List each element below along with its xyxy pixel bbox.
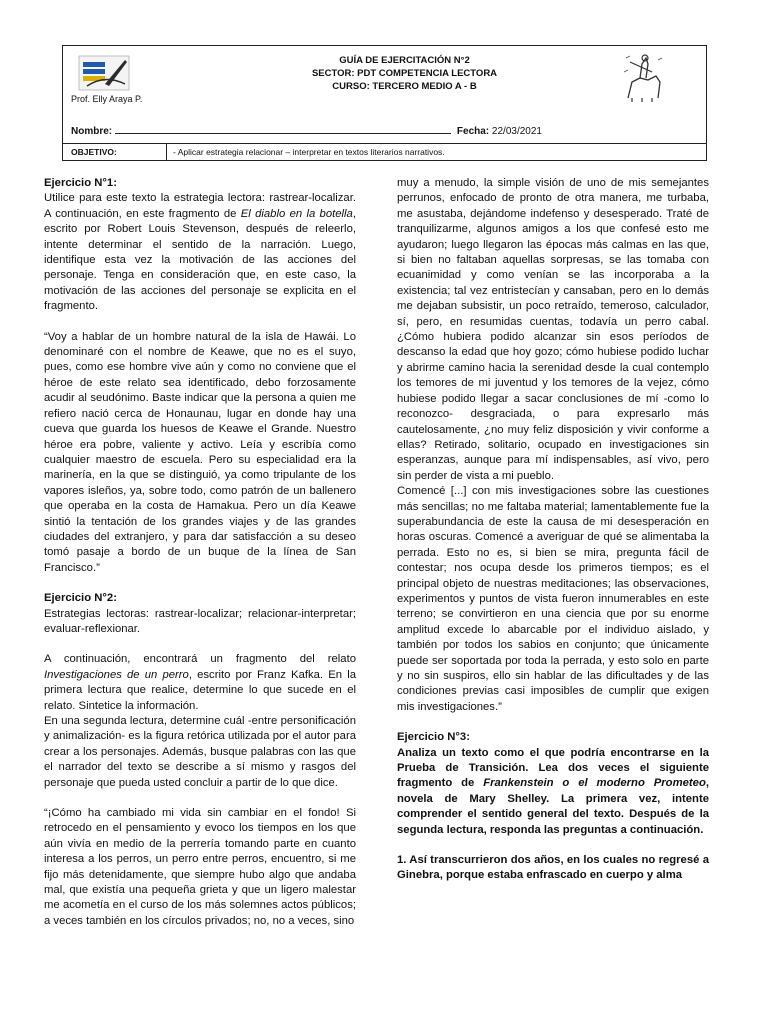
right-column <box>397 176 709 884</box>
ejercicio-1-title: Ejercicio N°1: <box>44 177 117 189</box>
ejercicio-3-item-1: 1. Así transcurrieron dos años, en los cuales no regresé a Ginebra, porque estaba enfrascado en cuerpo y alma <box>397 854 709 882</box>
objetivo-label: OBJETIVO: <box>63 144 167 160</box>
fecha-label: Fecha: <box>456 126 490 137</box>
ejercicio-1-quote: “Voy a hablar de un hombre natural de la isla de Hawái. Lo denominaré con el nombre de Keawe, que no es el suyo, pues, como ese hombre vive aún y como no conviene que el héroe de este relato sea identificado, debo forzosamente acudir al seudónimo. Baste indicar que la persona a quien me refiero nació cerca de Honaunau, lugar en donde hay una cueva que guarda los huesos de Keawe el Grande. Nuestro héroe era pobre, valiente y activo. Leía y escribía como cualquier maestro de escuela. Pero su especialidad era la marinería, en la que se distinguió, ya como tripulante de los vapores isleños, ya, sobre todo, como patrón de un ballenero que operaba en la costa de Hamakua. Pero un día Keawe sintió la tentación de los grandes viajes y de las grandes ciudades del extranjero, y para dar satisfacción a su deseo tomó pasaje a bordo de un buque de la línea de San Francisco.” <box>44 330 356 574</box>
ejercicio-1-instructions: Utilice para este texto la estrategia lectora: rastrear-localizar. A continuación, en este fragmento de El diablo en la botella, escrito por Robert Louis Stevenson, después de releerlo, intente determinar el sentido de la narración. Luego, identifique esta vez la motivación de las acciones del personaje. Tenga en consideración que, en este caso, la motivación de las acciones del personaje se explicita en el fragmento. <box>44 192 356 313</box>
objetivo-row <box>63 143 706 160</box>
guide-title: GUÍA DE EJERCITACIÓN N°2 <box>339 55 470 66</box>
ejercicio-2-second-reading: En una segunda lectura, determine cuál -entre personificación y animalización- es la figura retórica utilizada por el autor para crear a los personajes. Además, busque palabras con las que el narrador del texto se describe a sí mismo y rasgos del personaje que pueda usted concluir a partir de lo que dice. <box>44 715 356 789</box>
left-column <box>44 176 356 944</box>
curso-title: CURSO: TERCERO MEDIO A - B <box>332 81 477 92</box>
ejercicio-2-quote-start: “¡Cómo ha cambiado mi vida sin cambiar en el fondo! Si retrocedo en el pensamiento y evoco los tiempos en los que aún vivía en medio de la perrería tomando parte en cuanto interesa a los perros, un perro entre perros, encuentro, si me fijo más detenidamente, que siempre hubo algo que andaba mal, que existía una pequeña grieta y que un ligero malestar me acometía en el curso de los más solemnes actos públicos; a veces también en los círculos privados; no, no a veces, sino <box>44 807 356 927</box>
fecha-value: 22/03/2021 <box>491 126 542 137</box>
nombre-line[interactable] <box>115 133 451 134</box>
ejercicio-2-strategies: Estrategias lectoras: rastrear-localizar; relacionar-interpretar; evaluar-reflexionar. <box>44 607 356 635</box>
nombre-label: Nombre: <box>71 126 113 137</box>
objetivo-text: - Aplicar estrategia relacionar – interpretar en textos literarios narrativos. <box>173 147 445 157</box>
kafka-quote-end: Comencé [...] con mis investigaciones sobre las cuestiones más sencillas; no me faltaba material; lamentablemente fue la superabundancia de este la causa de mi desesperación en horas oscuras. Comencé a averiguar de qué se alimentaba la perrada. Esto no es, si bien se mira, pregunta fácil de contestar; nos ocupa desde los primeros tiempos; es el principal objeto de nuestras meditaciones; las observaciones, experimentos y puntos de vista fueron innumerables en este terreno; se convirtieron en una ciencia que por su enorme amplitud excede lo abarcable por el individuo aislado, y también por todos los sabios en conjunto; que únicamente puede ser soportada por toda la perrada, y esto solo en parte y no sin suspiros, ello sin hablar de las dificultades y de las condiciones previas casi imposibles de cumplir que exigen mis investigaciones.” <box>397 485 709 713</box>
kafka-quote-continued: muy a menudo, la simple visión de uno de mis semejantes perrunos, enfocado de pronto de otra manera, me turbaba, me asustaba, dejándome indefenso y desesperado. Traté de tranquilizarme, algunos amigos a los que confesé esto me ayudaron; luego llegaron las épocas más calmas en las que, si bien no faltaban aquellas sorpresas, se las tomaba con ecuanimidad y como venían se las incorporaba a la existencia; tal vez entristecían y cansaban, pero en lo demás me dejaban subsistir, un poco retraído, temeroso, calculador, sí, pero, en resumidas cuentas, todavía un perro cabal. ¿Cómo hubiera podido alcanzar sin esos períodos de descanso la edad que hoy gozo; cómo hubiese podido luchar y abrirme camino hacia la serenidad desde la cual contemplo los temores de mi juventud y los temores de la vejez, cómo hubiese podido llegar a sacar conclusiones de mí -como lo reconozco- desgraciada, o para expresarlo más cautelosamente, ¿no muy feliz disposición y vivir conforme a ellas? Retirado, solitario, ocupado en investigaciones sin esperanzas, aunque para mí indispensables, así vivo, pero sin perder de vista a mi pueblo. <box>397 177 709 482</box>
ejercicio-3-title: Ejercicio N°3: <box>397 731 470 744</box>
header-box <box>62 45 707 161</box>
nombre-fecha-row <box>71 126 542 137</box>
ejercicio-2-title: Ejercicio N°2: <box>44 592 117 605</box>
quijote-drawing-icon <box>622 52 666 104</box>
sector-title: SECTOR: PDT COMPETENCIA LECTORA <box>311 68 498 79</box>
guide-titles <box>63 54 706 93</box>
ejercicio-3-instructions: Analiza un texto como el que podría encontrarse en la Prueba de Transición. Lea dos veces el siguiente fragmento de Frankenstein o el moderno Prometeo, novela de Mary Shelley. La primera vez, intente comprender el sentido general del texto. Después de la segunda lectura, responda las preguntas a continuación. <box>397 746 710 836</box>
teacher-name: Prof. Elly Araya P. <box>71 94 143 104</box>
ejercicio-2-instructions: A continuación, encontrará un fragmento del relato Investigaciones de un perro, escrito por Franz Kafka. En la primera lectura que realice, determine lo que sucede en el relato. Sintetice la información. <box>44 653 356 712</box>
